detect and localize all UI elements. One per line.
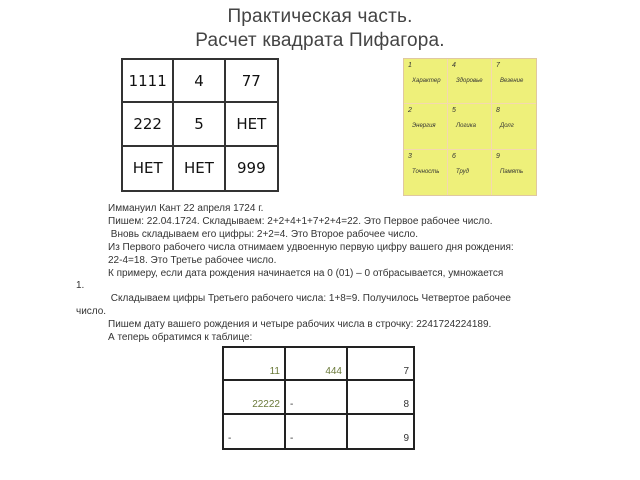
legend-number: 8 bbox=[496, 107, 500, 115]
hand-cell: НЕТ bbox=[123, 147, 174, 190]
text-line: Пишем дату вашего рождения и четыре рабочих числа в строчку: 2241724224189. bbox=[108, 319, 492, 330]
cell-dash: - bbox=[290, 432, 294, 444]
legend-number: 3 bbox=[408, 152, 412, 160]
legend-label: Здоровье bbox=[456, 78, 483, 84]
legend-label: Труд bbox=[456, 168, 469, 175]
hand-cell: 999 bbox=[237, 159, 266, 178]
text-line: Иммануил Кант 22 апреля 1724 г. bbox=[108, 203, 264, 214]
legend-label: Логика bbox=[456, 123, 476, 130]
hand-cell: 5 bbox=[174, 103, 225, 146]
legend-label: Точность bbox=[412, 168, 440, 175]
hand-cell: НЕТ bbox=[226, 103, 277, 146]
cell-value: 9 bbox=[403, 432, 409, 444]
legend-number: 5 bbox=[452, 107, 456, 115]
legend-number: 7 bbox=[496, 62, 500, 69]
text-line: 22-4=18. Это Третье рабочее число. bbox=[108, 255, 277, 266]
legend-label: Характер bbox=[412, 78, 441, 84]
hand-cell: 222 bbox=[123, 103, 174, 146]
pythagoras-square-handwritten bbox=[121, 58, 279, 192]
hand-cell: НЕТ bbox=[174, 147, 225, 190]
text-line: Вновь складываем его цифры: 2+2=4. Это Второе рабочее число. bbox=[108, 229, 419, 240]
legend-label: Везение bbox=[500, 78, 524, 84]
result-table bbox=[222, 346, 415, 450]
text-line: Складываем цифры Третьего рабочего числа: 1+8=9. Получилось Четвертое рабочее bbox=[108, 293, 511, 304]
hand-cell: 4 bbox=[174, 60, 225, 103]
slide-title-line2: Расчет квадрата Пифагора. bbox=[195, 30, 445, 51]
text-line: 1. bbox=[76, 280, 85, 291]
legend-number: 4 bbox=[452, 62, 456, 69]
cell-dash: - bbox=[228, 432, 232, 444]
text-line: число. bbox=[76, 306, 107, 317]
legend-number: 2 bbox=[408, 107, 412, 115]
hand-cell: 77 bbox=[226, 60, 277, 103]
legend-label: Энергия bbox=[412, 123, 436, 130]
text-line: К примеру, если дата рождения начинается на 0 (01) – 0 отбрасывается, умножается bbox=[108, 268, 504, 279]
pythagoras-square-legend bbox=[403, 58, 537, 196]
cell-value: 7 bbox=[403, 366, 409, 377]
text-line: Пишем: 22.04.1724. Складываем: 2+2+4+1+7+2+4=22. Это Первое рабочее число. bbox=[108, 216, 493, 227]
legend-number: 1 bbox=[408, 62, 412, 69]
legend-label: Долг bbox=[500, 123, 514, 130]
cell-value: 444 bbox=[325, 366, 342, 377]
text-line: Из Первого рабочего числа отнимаем удвоенную первую цифру вашего дня рождения: bbox=[108, 242, 514, 253]
legend-number: 9 bbox=[496, 152, 500, 160]
legend-number: 6 bbox=[452, 152, 456, 160]
legend-label: Память bbox=[500, 168, 524, 175]
slide-title-line1: Практическая часть. bbox=[227, 6, 413, 27]
hand-cell: 1111 bbox=[123, 60, 174, 103]
text-line: А теперь обратимся к таблице: bbox=[108, 332, 253, 343]
cell-value: 22222 bbox=[252, 399, 280, 411]
cell-value: 11 bbox=[269, 366, 280, 377]
cell-dash: - bbox=[290, 399, 294, 411]
cell-value: 8 bbox=[403, 399, 409, 411]
